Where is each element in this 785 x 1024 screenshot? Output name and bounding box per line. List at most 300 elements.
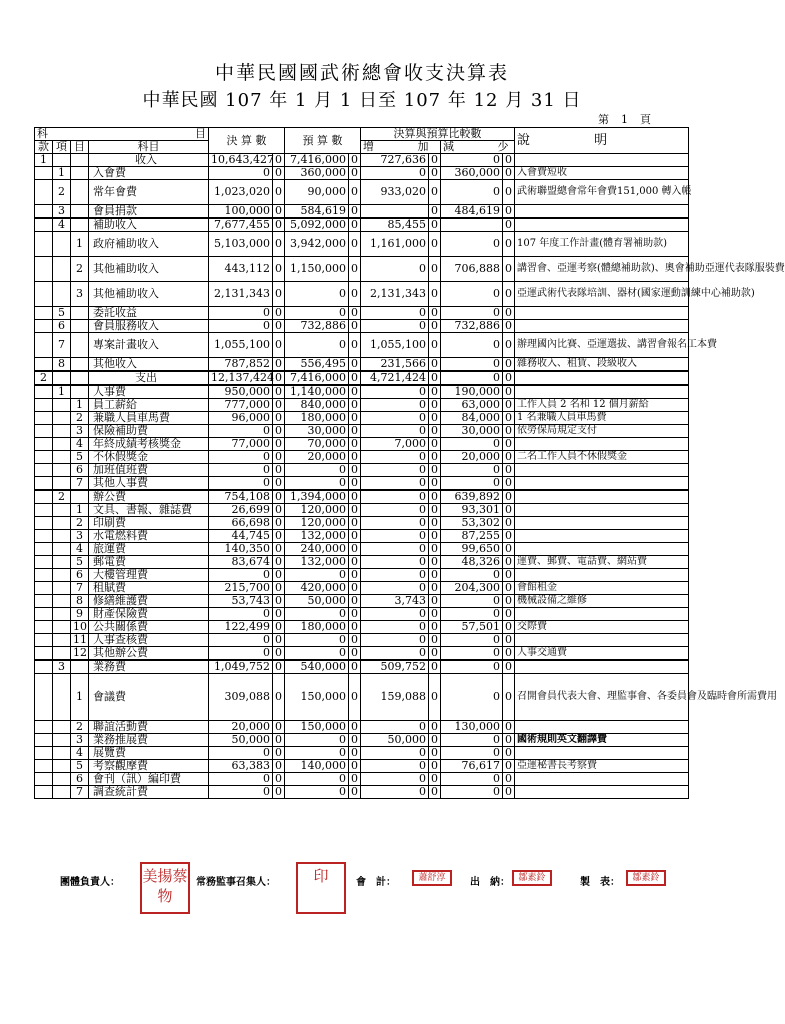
actual-value: 0 bbox=[209, 569, 273, 582]
decrease-value: 0 bbox=[441, 734, 503, 747]
xiang-cell bbox=[53, 451, 71, 464]
table-row bbox=[35, 621, 689, 634]
increase-value: 0 bbox=[361, 582, 429, 595]
document-title: 中華民國國武術總會收支決算表 bbox=[214, 62, 509, 84]
increase-fraction: 0 bbox=[429, 569, 441, 582]
decrease-fraction: 0 bbox=[503, 282, 515, 307]
budget-value: 3,942,000 bbox=[285, 232, 349, 257]
item-name: 其他補助收入 bbox=[89, 257, 209, 282]
xiang-cell: 8 bbox=[53, 358, 71, 372]
budget-fraction: 0 bbox=[349, 760, 361, 773]
item-name: 補助收入 bbox=[89, 218, 209, 232]
item-name: 業務費 bbox=[89, 660, 209, 674]
actual-value: 7,677,455 bbox=[209, 218, 273, 232]
budget-fraction: 0 bbox=[349, 464, 361, 477]
item-name: 調查統計費 bbox=[89, 786, 209, 799]
actual-value: 1,023,020 bbox=[209, 180, 273, 205]
increase-value: 0 bbox=[361, 721, 429, 734]
table-row bbox=[35, 257, 689, 282]
kuan-cell bbox=[35, 621, 53, 634]
decrease-fraction: 0 bbox=[503, 621, 515, 634]
budget-value: 180,000 bbox=[285, 621, 349, 634]
increase-fraction: 0 bbox=[429, 556, 441, 569]
increase-value: 0 bbox=[361, 634, 429, 647]
item-name: 旅運費 bbox=[89, 543, 209, 556]
increase-fraction: 0 bbox=[429, 154, 441, 167]
mu-cell: 2 bbox=[71, 721, 89, 734]
actual-fraction: 0 bbox=[273, 582, 285, 595]
mu-cell: 4 bbox=[71, 438, 89, 451]
xiang-cell: 2 bbox=[53, 490, 71, 504]
budget-value: 120,000 bbox=[285, 504, 349, 517]
budget-value: 420,000 bbox=[285, 582, 349, 595]
table-row bbox=[35, 569, 689, 582]
actual-value: 0 bbox=[209, 167, 273, 180]
table-row bbox=[35, 282, 689, 307]
xiang-cell bbox=[53, 464, 71, 477]
decrease-fraction: 0 bbox=[503, 634, 515, 647]
cashier-seal-stamp: 鄒素鈴 bbox=[512, 870, 552, 886]
mu-cell: 1 bbox=[71, 232, 89, 257]
budget-fraction: 0 bbox=[349, 504, 361, 517]
increase-value: 0 bbox=[361, 490, 429, 504]
kuan-cell: 2 bbox=[35, 371, 53, 385]
table-row bbox=[35, 556, 689, 569]
actual-fraction: 0 bbox=[273, 734, 285, 747]
kuan-cell bbox=[35, 504, 53, 517]
budget-value: 132,000 bbox=[285, 530, 349, 543]
actual-fraction: 0 bbox=[273, 721, 285, 734]
xiang-cell bbox=[53, 569, 71, 582]
item-name: 租賦費 bbox=[89, 582, 209, 595]
budget-fraction: 0 bbox=[349, 490, 361, 504]
increase-fraction: 0 bbox=[429, 358, 441, 372]
item-name: 大樓管理費 bbox=[89, 569, 209, 582]
note-text: 辦理國內比賽、亞運選拔、講習會報名工本費 bbox=[515, 333, 689, 358]
increase-fraction: 0 bbox=[429, 660, 441, 674]
budget-value: 7,416,000 bbox=[285, 371, 349, 385]
mu-cell: 7 bbox=[71, 477, 89, 491]
decrease-fraction: 0 bbox=[503, 464, 515, 477]
actual-value: 443,112 bbox=[209, 257, 273, 282]
xiang-cell bbox=[53, 517, 71, 530]
budget-fraction: 0 bbox=[349, 647, 361, 661]
actual-value: 0 bbox=[209, 425, 273, 438]
budget-fraction: 0 bbox=[349, 180, 361, 205]
item-name: 年終成績考核獎金 bbox=[89, 438, 209, 451]
decrease-value: 0 bbox=[441, 333, 503, 358]
xiang-cell bbox=[53, 734, 71, 747]
kuan-cell bbox=[35, 674, 53, 721]
increase-fraction: 0 bbox=[429, 451, 441, 464]
budget-fraction: 0 bbox=[349, 307, 361, 320]
table-row bbox=[35, 438, 689, 451]
table-row bbox=[35, 608, 689, 621]
kuan-cell bbox=[35, 477, 53, 491]
actual-value: 10,643,427 bbox=[209, 154, 273, 167]
budget-fraction: 0 bbox=[349, 385, 361, 399]
budget-fraction: 0 bbox=[349, 595, 361, 608]
actual-value: 50,000 bbox=[209, 734, 273, 747]
increase-fraction: 0 bbox=[429, 504, 441, 517]
increase-fraction: 0 bbox=[429, 205, 441, 219]
note-header: 說 明 bbox=[515, 128, 689, 154]
note-text: 亞運武術代表隊培訓、器材(國家運動訓練中心補助款) bbox=[515, 282, 689, 307]
actual-fraction: 0 bbox=[273, 438, 285, 451]
subject-header: 科 目 bbox=[35, 128, 209, 141]
kuan-cell bbox=[35, 205, 53, 219]
note-text bbox=[515, 569, 689, 582]
actual-fraction: 0 bbox=[273, 464, 285, 477]
actual-fraction: 0 bbox=[273, 425, 285, 438]
increase-fraction: 0 bbox=[429, 438, 441, 451]
decrease-fraction: 0 bbox=[503, 556, 515, 569]
budget-table bbox=[34, 127, 785, 799]
actual-value: 0 bbox=[209, 307, 273, 320]
budget-value: 90,000 bbox=[285, 180, 349, 205]
increase-fraction: 0 bbox=[429, 621, 441, 634]
kuan-cell bbox=[35, 721, 53, 734]
budget-fraction: 0 bbox=[349, 530, 361, 543]
kuan-header: 款 bbox=[35, 141, 53, 154]
decrease-fraction: 0 bbox=[503, 647, 515, 661]
budget-header: 預 算 數 bbox=[285, 128, 361, 154]
table-row bbox=[35, 218, 689, 232]
decrease-fraction: 0 bbox=[503, 371, 515, 385]
xiang-cell bbox=[53, 154, 71, 167]
budget-value: 1,394,000 bbox=[285, 490, 349, 504]
budget-fraction: 0 bbox=[349, 399, 361, 412]
decrease-value: 0 bbox=[441, 438, 503, 451]
decrease-fraction: 0 bbox=[503, 154, 515, 167]
actual-value: 1,049,752 bbox=[209, 660, 273, 674]
table-row bbox=[35, 464, 689, 477]
decrease-value: 0 bbox=[441, 464, 503, 477]
kuan-cell bbox=[35, 412, 53, 425]
table-row bbox=[35, 399, 689, 412]
increase-fraction: 0 bbox=[429, 595, 441, 608]
xiang-cell: 3 bbox=[53, 205, 71, 219]
decrease-value: 0 bbox=[441, 569, 503, 582]
increase-value: 0 bbox=[361, 569, 429, 582]
item-name: 不休假獎金 bbox=[89, 451, 209, 464]
mu-cell: 10 bbox=[71, 621, 89, 634]
budget-fraction: 0 bbox=[349, 660, 361, 674]
budget-value: 140,000 bbox=[285, 760, 349, 773]
table-row bbox=[35, 773, 689, 786]
budget-value: 0 bbox=[285, 747, 349, 760]
kuan-cell bbox=[35, 282, 53, 307]
budget-fraction: 0 bbox=[349, 582, 361, 595]
budget-value: 0 bbox=[285, 786, 349, 799]
note-text bbox=[515, 438, 689, 451]
actual-fraction: 0 bbox=[273, 569, 285, 582]
increase-value: 0 bbox=[361, 385, 429, 399]
signature-cashier-label: 出 納： bbox=[470, 877, 510, 888]
budget-fraction: 0 bbox=[349, 425, 361, 438]
actual-fraction: 0 bbox=[273, 773, 285, 786]
actual-value: 754,108 bbox=[209, 490, 273, 504]
increase-fraction: 0 bbox=[429, 320, 441, 333]
table-row bbox=[35, 205, 689, 219]
xiang-cell bbox=[53, 674, 71, 721]
increase-value: 0 bbox=[361, 647, 429, 661]
actual-value: 0 bbox=[209, 608, 273, 621]
xiang-cell bbox=[53, 760, 71, 773]
signature-supervisor-label: 常務監事召集人： bbox=[196, 877, 276, 888]
increase-fraction: 0 bbox=[429, 721, 441, 734]
xiang-cell bbox=[53, 773, 71, 786]
budget-value: 0 bbox=[285, 333, 349, 358]
table-row bbox=[35, 760, 689, 773]
item-name: 收入 bbox=[89, 154, 209, 167]
decrease-value: 87,255 bbox=[441, 530, 503, 543]
actual-value: 215,700 bbox=[209, 582, 273, 595]
decrease-fraction: 0 bbox=[503, 232, 515, 257]
note-text bbox=[515, 504, 689, 517]
kuan-cell bbox=[35, 385, 53, 399]
increase-fraction: 0 bbox=[429, 464, 441, 477]
budget-value: 584,619 bbox=[285, 205, 349, 219]
mu-cell: 4 bbox=[71, 747, 89, 760]
table-row bbox=[35, 543, 689, 556]
actual-fraction: 0 bbox=[273, 556, 285, 569]
note-text: 1 名兼職人員車馬費 bbox=[515, 412, 689, 425]
budget-value: 120,000 bbox=[285, 517, 349, 530]
mu-cell bbox=[71, 180, 89, 205]
decrease-value: 204,300 bbox=[441, 582, 503, 595]
increase-value: 231,566 bbox=[361, 358, 429, 372]
decrease-value: 30,000 bbox=[441, 425, 503, 438]
note-text bbox=[515, 154, 689, 167]
actual-value: 83,674 bbox=[209, 556, 273, 569]
increase-fraction: 0 bbox=[429, 385, 441, 399]
actual-fraction: 0 bbox=[273, 180, 285, 205]
item-name: 水電燃料費 bbox=[89, 530, 209, 543]
decrease-fraction: 0 bbox=[503, 734, 515, 747]
budget-fraction: 0 bbox=[349, 747, 361, 760]
increase-value: 0 bbox=[361, 608, 429, 621]
item-name: 委託收益 bbox=[89, 307, 209, 320]
budget-value: 0 bbox=[285, 477, 349, 491]
page-number: 第 1 頁 bbox=[598, 113, 651, 126]
budget-value: 0 bbox=[285, 569, 349, 582]
note-text bbox=[515, 385, 689, 399]
xiang-cell bbox=[53, 647, 71, 661]
xiang-cell bbox=[53, 530, 71, 543]
decrease-fraction: 0 bbox=[503, 399, 515, 412]
table-row bbox=[35, 504, 689, 517]
actual-fraction: 0 bbox=[273, 674, 285, 721]
kuan-cell bbox=[35, 333, 53, 358]
note-text: 講習會、亞運考察(體總補助款)、奧會補助亞運代表隊服裝費 bbox=[515, 257, 689, 282]
budget-fraction: 0 bbox=[349, 569, 361, 582]
note-text bbox=[515, 660, 689, 674]
increase-value: 0 bbox=[361, 530, 429, 543]
item-name: 財產保險費 bbox=[89, 608, 209, 621]
actual-fraction: 0 bbox=[273, 747, 285, 760]
mu-cell: 3 bbox=[71, 425, 89, 438]
budget-fraction: 0 bbox=[349, 358, 361, 372]
kuan-cell bbox=[35, 307, 53, 320]
mu-cell bbox=[71, 307, 89, 320]
decrease-value: 0 bbox=[441, 232, 503, 257]
kuan-cell bbox=[35, 595, 53, 608]
note-text bbox=[515, 371, 689, 385]
budget-fraction: 0 bbox=[349, 721, 361, 734]
item-name: 公共關係費 bbox=[89, 621, 209, 634]
decrease-fraction: 0 bbox=[503, 451, 515, 464]
decrease-value: 0 bbox=[441, 608, 503, 621]
item-name: 會員捐款 bbox=[89, 205, 209, 219]
increase-fraction: 0 bbox=[429, 608, 441, 621]
actual-value: 787,852 bbox=[209, 358, 273, 372]
signature-head-label: 團體負責人： bbox=[60, 877, 120, 888]
actual-fraction: 0 bbox=[273, 595, 285, 608]
mu-cell: 4 bbox=[71, 543, 89, 556]
item-name: 其他補助收入 bbox=[89, 282, 209, 307]
xiang-cell: 1 bbox=[53, 167, 71, 180]
note-text bbox=[515, 530, 689, 543]
budget-value: 540,000 bbox=[285, 660, 349, 674]
kuan-cell bbox=[35, 773, 53, 786]
decrease-fraction: 0 bbox=[503, 786, 515, 799]
item-name: 其他辦公費 bbox=[89, 647, 209, 661]
decrease-value: 0 bbox=[441, 307, 503, 320]
actual-fraction: 0 bbox=[273, 634, 285, 647]
table-row bbox=[35, 167, 689, 180]
xiang-cell: 2 bbox=[53, 180, 71, 205]
xiang-cell bbox=[53, 556, 71, 569]
table-row bbox=[35, 412, 689, 425]
increase-fraction: 0 bbox=[429, 425, 441, 438]
mu-cell: 6 bbox=[71, 464, 89, 477]
decrease-value: 57,501 bbox=[441, 621, 503, 634]
item-name: 會刊（訊）編印費 bbox=[89, 773, 209, 786]
kuan-cell bbox=[35, 786, 53, 799]
mu-cell: 12 bbox=[71, 647, 89, 661]
table-row bbox=[35, 674, 689, 721]
budget-value: 132,000 bbox=[285, 556, 349, 569]
decrease-value: 93,301 bbox=[441, 504, 503, 517]
increase-value: 3,743 bbox=[361, 595, 429, 608]
increase-value: 0 bbox=[361, 477, 429, 491]
mu-cell: 6 bbox=[71, 773, 89, 786]
decrease-fraction: 0 bbox=[503, 543, 515, 556]
actual-value: 63,383 bbox=[209, 760, 273, 773]
budget-value: 0 bbox=[285, 464, 349, 477]
budget-value: 0 bbox=[285, 608, 349, 621]
actual-value: 0 bbox=[209, 477, 273, 491]
decrease-fraction: 0 bbox=[503, 438, 515, 451]
supervisor-seal-stamp: 印 bbox=[296, 862, 346, 914]
note-text bbox=[515, 464, 689, 477]
item-name: 展覽費 bbox=[89, 747, 209, 760]
kuan-cell bbox=[35, 425, 53, 438]
actual-value: 0 bbox=[209, 464, 273, 477]
decrease-fraction: 0 bbox=[503, 412, 515, 425]
increase-value: 0 bbox=[361, 504, 429, 517]
item-name: 辦公費 bbox=[89, 490, 209, 504]
actual-value: 66,698 bbox=[209, 517, 273, 530]
kuan-cell bbox=[35, 569, 53, 582]
item-name: 兼職人員車馬費 bbox=[89, 412, 209, 425]
budget-value: 360,000 bbox=[285, 167, 349, 180]
increase-value: 159,088 bbox=[361, 674, 429, 721]
budget-value: 0 bbox=[285, 282, 349, 307]
actual-fraction: 0 bbox=[273, 608, 285, 621]
actual-fraction: 0 bbox=[273, 320, 285, 333]
table-row bbox=[35, 647, 689, 661]
decrease-value: 0 bbox=[441, 282, 503, 307]
budget-value: 5,092,000 bbox=[285, 218, 349, 232]
increase-value: 0 bbox=[361, 543, 429, 556]
decrease-value: 0 bbox=[441, 747, 503, 760]
xiang-cell bbox=[53, 595, 71, 608]
xiang-cell bbox=[53, 257, 71, 282]
actual-value: 0 bbox=[209, 773, 273, 786]
kuan-cell bbox=[35, 608, 53, 621]
item-name: 修繕維護費 bbox=[89, 595, 209, 608]
item-name: 印刷費 bbox=[89, 517, 209, 530]
xiang-cell bbox=[53, 634, 71, 647]
actual-header: 決 算 數 bbox=[209, 128, 285, 154]
table-row bbox=[35, 595, 689, 608]
actual-value: 2,131,343 bbox=[209, 282, 273, 307]
kuan-cell bbox=[35, 464, 53, 477]
signature-accounting-label: 會 計： bbox=[356, 877, 396, 888]
actual-fraction: 0 bbox=[273, 530, 285, 543]
table-row bbox=[35, 734, 689, 747]
decrease-value: 639,892 bbox=[441, 490, 503, 504]
note-text: 運費、郵費、電話費、網站費 bbox=[515, 556, 689, 569]
actual-fraction: 0 bbox=[273, 218, 285, 232]
decrease-value: 190,000 bbox=[441, 385, 503, 399]
decrease-fraction: 0 bbox=[503, 660, 515, 674]
item-name: 人事查核費 bbox=[89, 634, 209, 647]
note-text bbox=[515, 205, 689, 219]
mu-cell: 5 bbox=[71, 556, 89, 569]
budget-fraction: 0 bbox=[349, 438, 361, 451]
budget-value: 1,140,000 bbox=[285, 385, 349, 399]
actual-fraction: 0 bbox=[273, 371, 285, 385]
xiang-cell bbox=[53, 425, 71, 438]
mu-cell bbox=[71, 385, 89, 399]
table-row bbox=[35, 232, 689, 257]
mu-cell: 6 bbox=[71, 569, 89, 582]
budget-value: 0 bbox=[285, 773, 349, 786]
note-text bbox=[515, 320, 689, 333]
note-text bbox=[515, 477, 689, 491]
decrease-value: 53,302 bbox=[441, 517, 503, 530]
increase-value: 7,000 bbox=[361, 438, 429, 451]
decrease-fraction: 0 bbox=[503, 595, 515, 608]
actual-fraction: 0 bbox=[273, 543, 285, 556]
actual-value: 0 bbox=[209, 451, 273, 464]
item-name: 專案計畫收入 bbox=[89, 333, 209, 358]
budget-fraction: 0 bbox=[349, 257, 361, 282]
increase-value: 0 bbox=[361, 773, 429, 786]
kuan-cell bbox=[35, 232, 53, 257]
increase-value: 509,752 bbox=[361, 660, 429, 674]
actual-value: 53,743 bbox=[209, 595, 273, 608]
mu-cell: 1 bbox=[71, 674, 89, 721]
actual-fraction: 0 bbox=[273, 358, 285, 372]
budget-fraction: 0 bbox=[349, 634, 361, 647]
decrease-fraction: 0 bbox=[503, 517, 515, 530]
increase-fraction: 0 bbox=[429, 257, 441, 282]
decrease-value: 732,886 bbox=[441, 320, 503, 333]
